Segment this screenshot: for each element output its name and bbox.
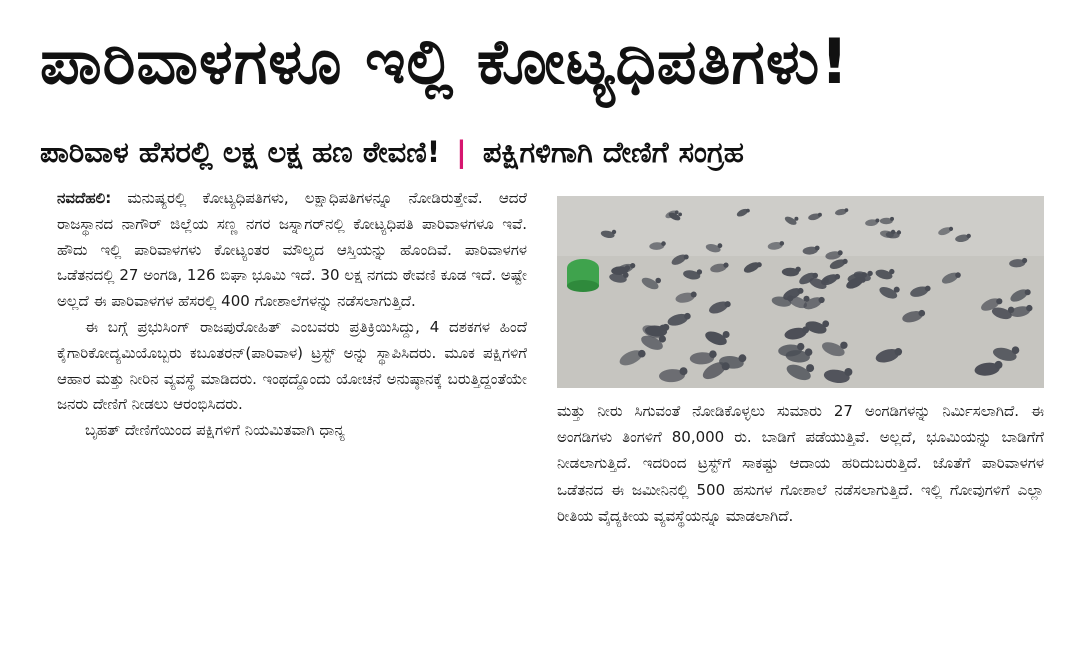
pigeon-head — [630, 263, 635, 268]
pigeon-head — [757, 262, 762, 267]
pigeon-head — [725, 301, 731, 307]
pigeon-head — [894, 287, 900, 293]
paragraph-2: ಈ ಬಗ್ಗೆ ಪ್ರಭುಸಿಂಗ್ ರಾಜಪುರೋಹಿತ್ ಎಂಬವರು ಪ್ರತಿಕ್ರಿಯಿಸಿದ್ದು, 4 ದಶಕಗಳ ಹಿಂದೆ ಕೈಗಾರಿಕೋದ್ಯಮಿಯೊಬ್ಬರು ಕಬೂತರನ್(ಪಾರಿವಾಳ) ಟ್ರಸ್ಟ್ ಅನ್ನು ಸ್ಥಾಪಿಸಿದರು. ಮೂಕ ಪಕ್ಷಿಗಳಿಗೆ ಆಹಾರ ಮತ್ತು ನೀರಿನ ವ್ಯವಸ್ಥೆ ಮಾಡಿದರು. ಇಂಥದ್ದೊಂದು ಯೋಚನೆ ಅನುಷ್ಠಾನಕ್ಕೆ ಬರುತ್ತಿದ್ದಂತೆಯೇ ಜನರು ದೇಣಿಗೆ ನೀಡಲು ಆರಂಭಿಸಿದರು. — [57, 317, 527, 414]
pigeon-head — [797, 343, 804, 350]
pigeon-head — [875, 219, 879, 223]
pigeon-head — [709, 350, 717, 358]
pigeon-head — [697, 269, 702, 274]
pigeon-head — [843, 259, 848, 264]
pigeon-head — [684, 313, 691, 320]
pigeon-head — [890, 217, 894, 221]
pigeon-head — [838, 250, 843, 255]
pigeon-head — [675, 210, 679, 214]
pigeon-head — [889, 269, 894, 274]
pigeon-head — [955, 272, 961, 278]
pigeon-head — [919, 310, 926, 317]
pigeon-head — [995, 361, 1003, 369]
pigeon-head — [803, 296, 809, 302]
pigeon-head — [684, 255, 689, 260]
paragraph-1 — [57, 186, 527, 315]
pigeon-head — [823, 278, 829, 284]
pigeon-head — [638, 350, 646, 358]
pigeon-head — [795, 267, 800, 272]
article-column-left — [57, 186, 527, 646]
subhead-right: ಪಕ್ಷಿಗಳಿಗಾಗಿ ದೇಣಿಗೆ ಸಂಗ್ರಹ — [482, 135, 744, 169]
pigeon-head — [691, 292, 697, 298]
dateline: ನವದೆಹಲಿ: — [57, 189, 112, 207]
paragraph-3: ಬೃಹತ್ ದೇಣಿಗೆಯಿಂದ ಪಕ್ಷಿಗಳಿಗೆ ನಿಯಮಿತವಾಗಿ ಧಾನ್ಯ — [85, 421, 345, 440]
pigeon-head — [723, 331, 730, 338]
pigeon-head — [815, 246, 820, 251]
green-bucket — [567, 259, 599, 292]
pigeon-head — [835, 274, 841, 280]
pigeon-head — [822, 320, 829, 327]
pigeon-head — [1026, 305, 1032, 311]
pigeon-head — [967, 234, 971, 238]
pigeon-head — [661, 241, 666, 246]
pigeon-head — [612, 230, 616, 234]
pigeon-head — [723, 263, 728, 268]
pigeon-head — [780, 241, 785, 246]
pigeon-head — [844, 368, 852, 376]
pigeon-head — [819, 297, 825, 303]
pigeon-head — [840, 342, 847, 349]
pigeon-head — [739, 354, 747, 362]
subheadline — [40, 128, 1040, 176]
pigeon-head — [867, 271, 872, 276]
subhead-left: ಪಾರಿವಾಳ ಹೆಸರಲ್ಲಿ ಲಕ್ಷ ಲಕ್ಷ ಹಣ ಠೇವಣಿ! — [40, 135, 441, 169]
pigeon-head — [895, 348, 903, 356]
pigeon-head — [662, 324, 669, 331]
subhead-separator: | — [456, 135, 467, 169]
pigeon-head — [897, 230, 901, 234]
pigeon-head — [996, 298, 1002, 304]
pigeon-head — [798, 288, 804, 294]
pigeon-head — [925, 286, 931, 292]
pigeon-head — [818, 213, 822, 217]
paragraph-4: ಮತ್ತು ನೀರು ಸಿಗುವಂತೆ ನೋಡಿಕೊಳ್ಳಲು ಸುಮಾರು 27 ಅಂಗಡಿಗಳನ್ನು ನಿರ್ಮಿಸಲಾಗಿದೆ. ಈ ಅಂಗಡಿಗಳು ತಿಂಗಳಿಗೆ 80,000 ರು. ಬಾಡಿಗೆ ಪಡೆಯುತ್ತಿವೆ. ಅಲ್ಲದೆ, ಭೂಮಿಯನ್ನು ಬಾಡಿಗೆಗೆ ನೀಡಲಾಗುತ್ತಿದೆ. ಇದರಿಂದ ಟ್ರಸ್ಟ್‌ಗೆ ಸಾಕಷ್ಟು ಆದಾಯ ಹರಿದುಬರುತ್ತಿದೆ. ಜೊತೆಗೆ ಪಾರಿವಾಳಗಳ ಒಡೆತನದ ಈ ಜಮೀನಿನಲ್ಲಿ 500 ಹಸುಗಳ ಗೋಶಾಲೆ ನಡೆಸಲಾಗುತ್ತಿದೆ. ಇಲ್ಲಿ ಗೋವುಗಳಿಗೆ ಎಲ್ಲಾ ರೀತಿಯ ವೈದ್ಯಕೀಯ ವ್ಯವಸ್ಥೆಯನ್ನೂ ಮಾಡಲಾಗಿದೆ. — [557, 402, 1044, 525]
pigeon-head — [806, 364, 814, 372]
article-column-right — [557, 398, 1044, 648]
pigeon-head — [794, 217, 798, 221]
pigeon-head — [845, 208, 849, 212]
pigeons-photo — [557, 196, 1044, 388]
pigeon-head — [746, 209, 750, 213]
pigeon-head — [1022, 258, 1027, 263]
pigeon-head — [625, 265, 630, 270]
pigeons-illustration — [557, 196, 1044, 388]
headline: ಪಾರಿವಾಳಗಳೂ ಇಲ್ಲಿ ಕೋಟ್ಯಧಿಪತಿಗಳು! — [40, 25, 850, 98]
pigeon-head — [655, 278, 661, 284]
pigeon-head — [680, 367, 688, 375]
pigeon-head — [860, 277, 866, 283]
pigeon-head — [812, 273, 818, 279]
pigeon-head — [949, 227, 953, 231]
pigeon-head — [805, 348, 813, 356]
pigeon-head — [891, 230, 895, 234]
paragraph-1-text: ಮನುಷ್ಯರಲ್ಲಿ ಕೋಟ್ಯಧಿಪತಿಗಳು, ಲಕ್ಷಾಧಿಪತಿಗಳನ್ನೂ ನೋಡಿರುತ್ತೇವೆ. ಆದರೆ ರಾಜಸ್ಥಾನದ ನಾಗೌರ್ ಜಿಲ್ಲೆಯ ಸಣ್ಣ ನಗರ ಜಸ್ನಾಗರ್‌ನಲ್ಲಿ ಕೋಟ್ಯಧಿಪತಿ ಪಾರಿವಾಳಗಳೂ ಇವೆ. ಹೌದು ಇಲ್ಲಿ ಪಾರಿವಾಳಗಳು ಕೋಟ್ಯಂತರ ಮೌಲ್ಯದ ಆಸ್ತಿಯನ್ನು ಹೊಂದಿವೆ. ಪಾರಿವಾಳಗಳ ಒಡೆತನದಲ್ಲಿ 27 ಅಂಗಡಿ, 126 ಬಿಘಾ ಭೂಮಿ ಇದೆ. 30 ಲಕ್ಷ ನಗದು ಠೇವಣಿ ಕೂಡ ಇದೆ. ಅಷ್ಟೇ ಅಲ್ಲದೆ ಈ ಪಾರಿವಾಳಗಳ ಹೆಸರಲ್ಲಿ 400 ಗೋಶಾಲೆಗಳನ್ನು ನಡೆಸಲಾಗುತ್ತಿದೆ. — [57, 189, 527, 311]
pigeon-head — [1025, 289, 1031, 295]
pigeon-head — [1012, 346, 1020, 354]
pigeon-head — [678, 213, 682, 217]
pigeon-head — [718, 243, 723, 248]
